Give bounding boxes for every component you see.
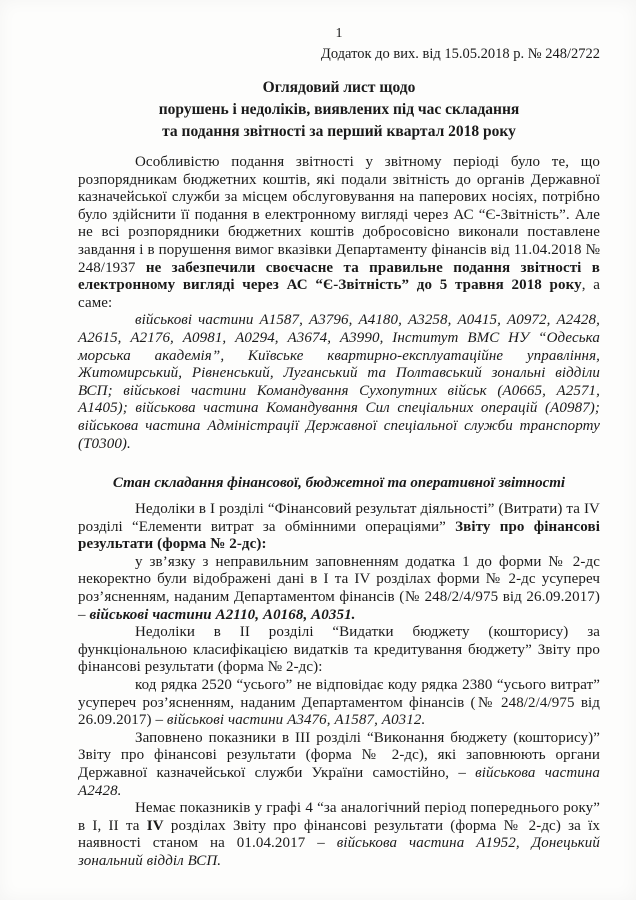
paragraph-section2-defects: [78, 624, 600, 677]
text-segment: у зв’язку з неправильним заповненням додатка 1 до форми № 2-дс некоректно були відображені дані в І та IV розділах форми № 2-дс усупереч роз’ясненням, наданим Департаментом фінансів (№ 248/2/4/975 від 26.09.2017) –: [78, 553, 600, 623]
title-line-1: Оглядовий лист щодо: [262, 79, 416, 96]
paragraph-column4-issue: [78, 800, 600, 870]
page-number: 1: [335, 26, 343, 41]
text-segment: не забезпечили своєчасне та правильне подання звітності в електронному вигляді через АС “Є-Звітність” до 5 травня 2018 року: [78, 259, 600, 294]
paragraph-row-code-issue: [78, 677, 600, 730]
text-segment: військова частина А2428.: [78, 765, 600, 799]
text-segment: Недоліки в ІІ розділі “Видатки бюджету (кошторису) за функціональною класифікацією видатків та кредитування бюджету” Звіту про фінансові результати (форма № 2-дс):: [78, 624, 600, 676]
paragraph-intro: [78, 154, 600, 312]
section-heading: Стан складання фінансової, бюджетної та оперативної звітності: [112, 475, 566, 492]
text-segment: , а саме:: [78, 277, 600, 311]
paragraph-section3-issue: [78, 730, 600, 800]
text-segment: код рядка 2520 “усього” не відповідає коду рядка 2380 “усього витрат” усупереч роз’ясненням, наданим Департаментом фінансів (№ 248/2/4/975 від 26.09.2017) –: [78, 677, 600, 729]
document-title: [78, 77, 600, 143]
text-segment: військові частини А2110, А0168, А0351.: [89, 606, 356, 623]
text-segment: розділах Звіту про фінансові результати (форма № 2-дс) за їх наявності станом на 01.04.2017 –: [78, 817, 600, 852]
text-segment: Недоліки в І розділі “Фінансовий результат діяльності” (Витрати) та IV розділі “Елементи витрат за обмінними операціями”: [78, 501, 600, 535]
paragraph-annex1-issue: [78, 554, 600, 624]
paragraph-units-list: [78, 312, 600, 453]
text-segment: Заповнено показники в ІІІ розділі “Виконання бюджету (кошторису)” Звіту про фінансові результати (форма № 2-дс), які заповнюють органи Державної казначейської служби України самостійно, –: [78, 729, 600, 781]
title-line-2: порушень і недоліків, виявлених під час складання: [158, 101, 520, 118]
title-line-3: та подання звітності за перший квартал 2018 року: [162, 123, 516, 140]
reference-line: Додаток до вих. від 15.05.2018 р. № 248/2722: [320, 46, 600, 62]
text-segment: військові частини А1587, А3796, А4180, А3258, А0415, А0972, А2428, А2615, А2176, А0981, А0294, А3674, А3990, Інститут ВМС НУ “Одеська морська академія”, Київське квартирно-експлуатаційне управління, Житомирський, Рівненський, Луганський та Полтавський зональні відділи ВСП; військові частини Командування Сухопутних військ (А0665, А2571, А1405); військова частина Командування Сил спеціальних операцій (А0987); військова частина Адміністрації Державної спеціальної служби транспорту (Т0300).: [78, 312, 600, 452]
text-segment: Звіту про фінансові результати (форма № 2-дс):: [78, 518, 600, 553]
text-segment: Немає показників у графі 4 “за аналогічний період попереднього року” в І, ІІ та: [78, 800, 600, 834]
text-segment: військова частина А1952, Донецький зональний відділ ВСП.: [78, 835, 600, 869]
paragraph-section1-defects: [78, 501, 600, 554]
document-body: [78, 154, 600, 871]
text-segment: IV: [146, 817, 164, 834]
text-segment: військові частини А3476, А1587, А0312.: [166, 712, 426, 729]
text-segment: Особливістю подання звітності у звітному періоді було те, що розпорядникам бюджетних коштів, які подали звітність до органів Державної казначейської служби за місцем обслуговування на паперових носіях, потрібно було здійснити її подання в електронному вигляді через АС “Є-Звітність”. Але не всі розпорядники бюджетних коштів добросовісно виконали поставлене завдання і в порушення вимог вказівки Департаменту фінансів від 11.04.2018 № 248/1937: [78, 154, 600, 276]
